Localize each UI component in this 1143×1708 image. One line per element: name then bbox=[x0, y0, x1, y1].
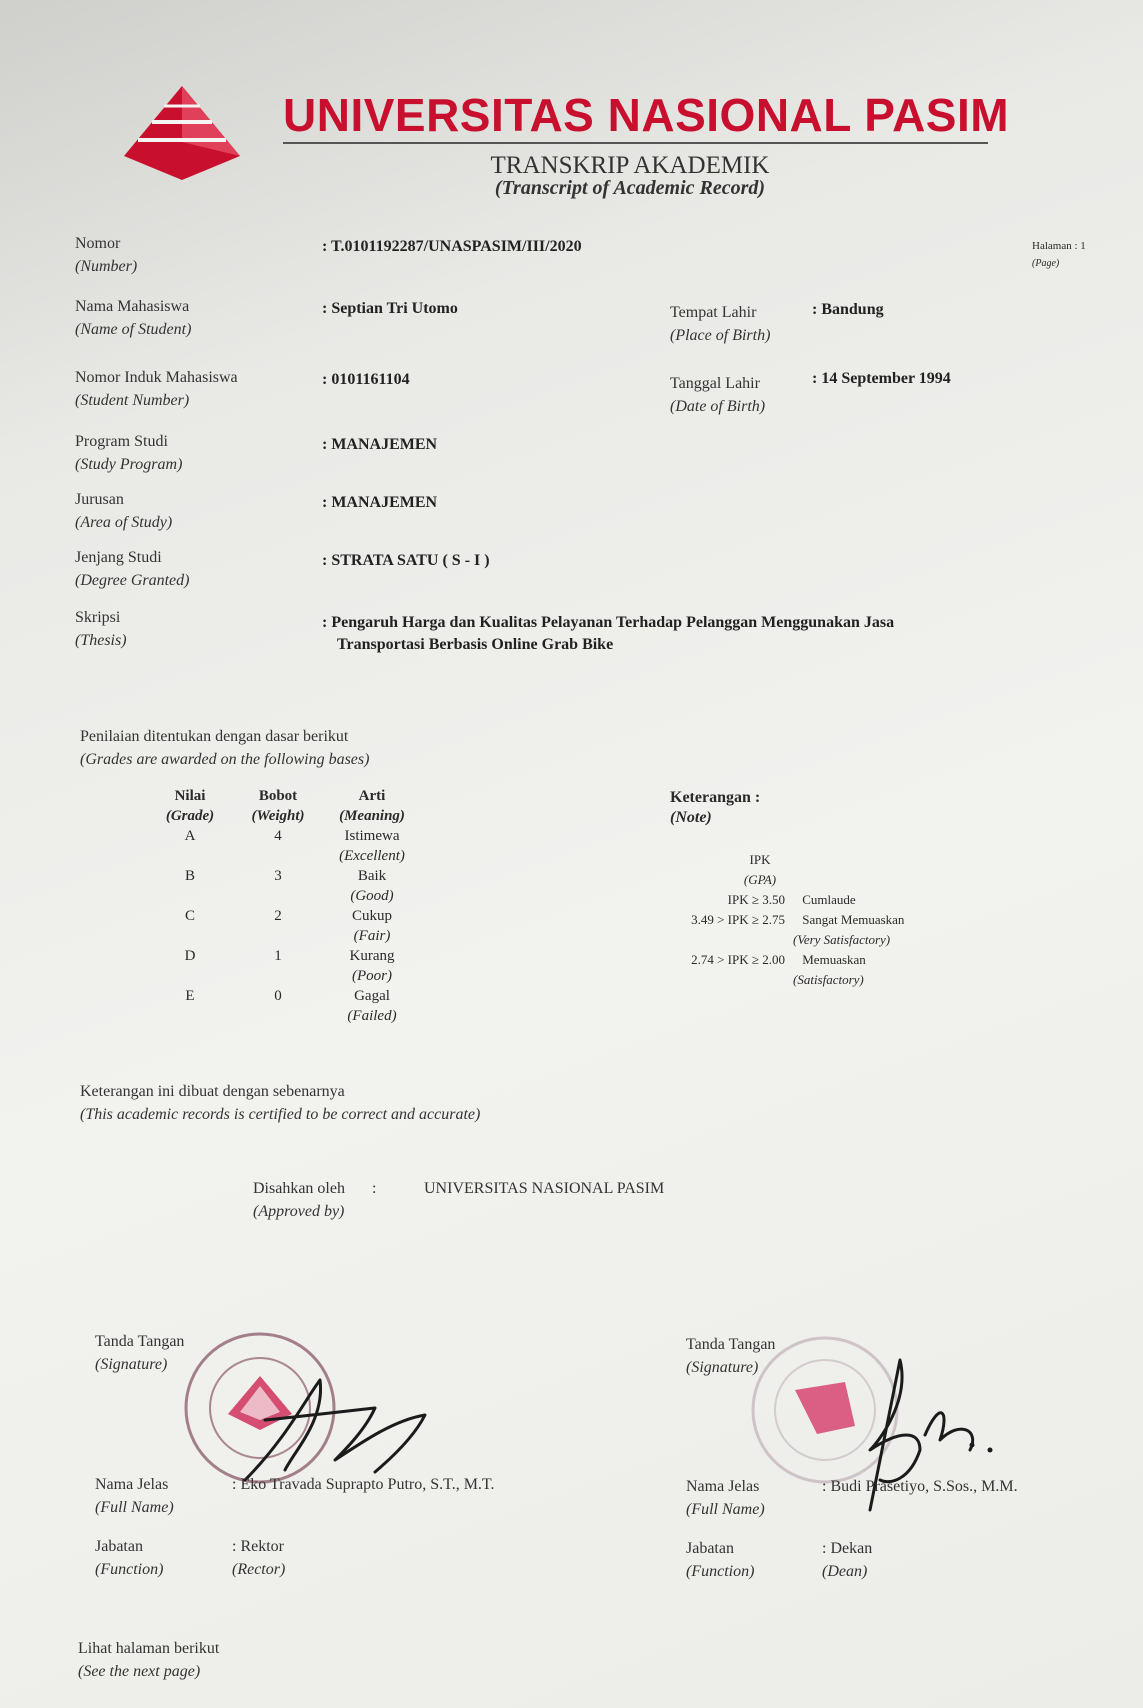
student-number-label: Nomor Induk Mahasiswa (Student Number) bbox=[75, 369, 238, 409]
grade-row-d: D 1 Kurang (Poor) bbox=[184, 948, 395, 984]
grade-row-b: B 3 Baik (Good) bbox=[184, 868, 394, 904]
name-label: Nama Mahasiswa (Name of Student) bbox=[75, 298, 192, 338]
area-value: : MANAJEMEN bbox=[322, 494, 438, 511]
birth-place-label: Tempat Lahir (Place of Birth) bbox=[670, 304, 771, 344]
grade-row-e: E 0 Gagal (Failed) bbox=[185, 988, 397, 1024]
gpa-rule-cumlaude: IPK ≥ 3.50 Cumlaude bbox=[727, 892, 856, 907]
university-logo bbox=[118, 82, 248, 182]
left-signature-label: Tanda Tangan (Signature) bbox=[95, 1333, 185, 1373]
thesis-value: : Pengaruh Harga dan Kualitas Pelayanan Terhadap Pelanggan Menggunakan Jasa Transportasi Berbasis Online Grab Bike bbox=[322, 614, 895, 653]
grading-intro: Penilaian ditentukan dengan dasar berikut (Grades are awarded on the following bases) bbox=[80, 728, 370, 768]
number-label: Nomor (Number) bbox=[75, 235, 138, 275]
certification-text: Keterangan ini dibuat dengan sebenarnya (This academic records is certified to be correct and accurate) bbox=[80, 1083, 481, 1123]
degree-label: Jenjang Studi (Degree Granted) bbox=[75, 549, 190, 589]
number-value: : T.0101192287/UNASPASIM/III/2020 bbox=[322, 238, 582, 255]
left-name: : Eko Travada Suprapto Putro, S.T., M.T. bbox=[232, 1476, 495, 1493]
right-function: : Dekan (Dean) bbox=[822, 1540, 873, 1580]
left-name-label: Nama Jelas (Full Name) bbox=[95, 1476, 174, 1516]
weight-header: Bobot (Weight) bbox=[251, 788, 305, 824]
right-name-label: Nama Jelas (Full Name) bbox=[686, 1478, 765, 1518]
gpa-rule-very-satisfactory: 3.49 > IPK ≥ 2.75 Sangat Memuaskan (Very Satisfactory) bbox=[691, 912, 905, 947]
student-number-value: : 0101161104 bbox=[322, 371, 410, 388]
program-value: : MANAJEMEN bbox=[322, 436, 438, 453]
gpa-rule-satisfactory: 2.74 > IPK ≥ 2.00 Memuaskan (Satisfactory) bbox=[691, 952, 866, 987]
right-function-label: Jabatan (Function) bbox=[686, 1540, 755, 1580]
header-rule bbox=[283, 142, 988, 144]
right-signature-label: Tanda Tangan (Signature) bbox=[686, 1336, 776, 1376]
page-number-en: (Page) bbox=[1032, 258, 1060, 269]
left-function: : Rektor (Rector) bbox=[232, 1538, 286, 1578]
birth-place-value: : Bandung bbox=[812, 301, 884, 318]
name-value: : Septian Tri Utomo bbox=[322, 300, 458, 317]
document-title: TRANSKRIP AKADEMIK bbox=[490, 152, 770, 179]
degree-value: : STRATA SATU ( S - I ) bbox=[322, 552, 490, 569]
birth-date-label: Tanggal Lahir (Date of Birth) bbox=[670, 375, 766, 415]
grade-row-a: A 4 Istimewa (Excellent) bbox=[184, 828, 405, 864]
grade-header: Nilai (Grade) bbox=[165, 788, 215, 824]
footer-next-page: Lihat halaman berikut (See the next page) bbox=[78, 1640, 220, 1680]
left-function-label: Jabatan (Function) bbox=[95, 1538, 164, 1578]
document-subtitle: (Transcript of Academic Record) bbox=[494, 177, 766, 199]
right-name: : Budi Prasetiyo, S.Sos., M.M. bbox=[822, 1478, 1018, 1495]
meaning-header: Arti (Meaning) bbox=[339, 788, 405, 824]
page-number: Halaman : 1 bbox=[1032, 240, 1086, 252]
thesis-label: Skripsi (Thesis) bbox=[75, 609, 127, 649]
left-signature bbox=[225, 1360, 455, 1490]
area-label: Jurusan (Area of Study) bbox=[75, 491, 173, 531]
note-title: Keterangan : (Note) bbox=[670, 789, 761, 826]
birth-date-value: : 14 September 1994 bbox=[812, 370, 951, 387]
approval-colon: : bbox=[372, 1180, 377, 1197]
approval-label: Disahkan oleh (Approved by) bbox=[253, 1180, 345, 1220]
grade-row-c: C 2 Cukup (Fair) bbox=[184, 908, 392, 944]
university-name: UNIVERSITAS NASIONAL PASIM bbox=[283, 89, 1010, 141]
program-label: Program Studi (Study Program) bbox=[75, 433, 183, 473]
gpa-heading: IPK (GPA) bbox=[743, 852, 777, 887]
approval-value: UNIVERSITAS NASIONAL PASIM bbox=[424, 1180, 665, 1197]
